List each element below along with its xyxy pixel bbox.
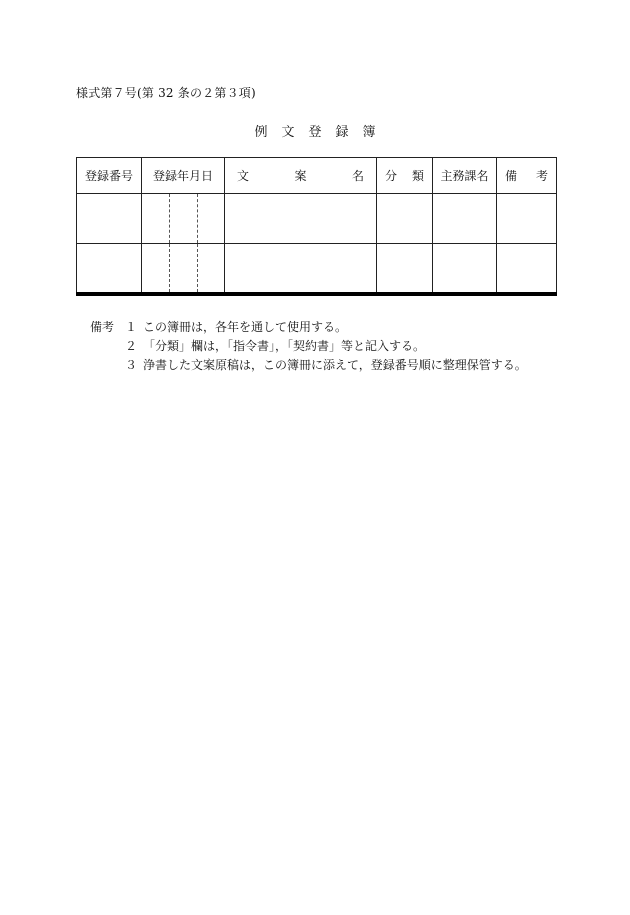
remarks-notes [90, 318, 527, 375]
table-row [77, 194, 557, 244]
note-number: ３ [125, 358, 138, 372]
document-title: 例文登録簿 [254, 125, 390, 140]
cell-registration-number [77, 194, 142, 244]
note-number: ２ [125, 339, 138, 353]
note-item [90, 356, 527, 375]
cell-document-name [225, 244, 377, 294]
date-divider [197, 244, 198, 292]
header-department: 主務課名 [433, 158, 497, 194]
cell-remarks [497, 194, 557, 244]
header-registration-date: 登録年月日 [142, 158, 225, 194]
table-row [77, 244, 557, 294]
note-item [90, 318, 527, 337]
note-text: 浄書した文案原稿は，この簿冊に添えて，登録番号順に整理保管する。 [143, 358, 527, 372]
table-header-row [77, 158, 557, 194]
cell-registration-date [142, 194, 225, 244]
header-document-name: 文 案 名 [225, 158, 377, 194]
cell-registration-date [142, 244, 225, 294]
note-text: 「分類」欄は，「指令書」，「契約書」等と記入する。 [143, 339, 426, 353]
cell-registration-number [77, 244, 142, 294]
cell-classification [377, 194, 433, 244]
cell-department [433, 244, 497, 294]
note-number: １ [125, 320, 138, 334]
date-divider [197, 194, 198, 243]
cell-remarks [497, 244, 557, 294]
date-divider [169, 194, 170, 243]
notes-label: 備考 [90, 320, 115, 334]
register-table [76, 157, 557, 296]
note-text: この簿冊は，各年を通して使用する。 [143, 320, 348, 334]
date-divider [169, 244, 170, 292]
form-number-header: 様式第７号(第 32 条の２第３項) [76, 86, 256, 100]
header-registration-number: 登録番号 [77, 158, 142, 194]
header-remarks: 備 考 [497, 158, 557, 194]
cell-document-name [225, 194, 377, 244]
header-classification: 分 類 [377, 158, 433, 194]
cell-department [433, 194, 497, 244]
cell-classification [377, 244, 433, 294]
note-item [90, 337, 527, 356]
